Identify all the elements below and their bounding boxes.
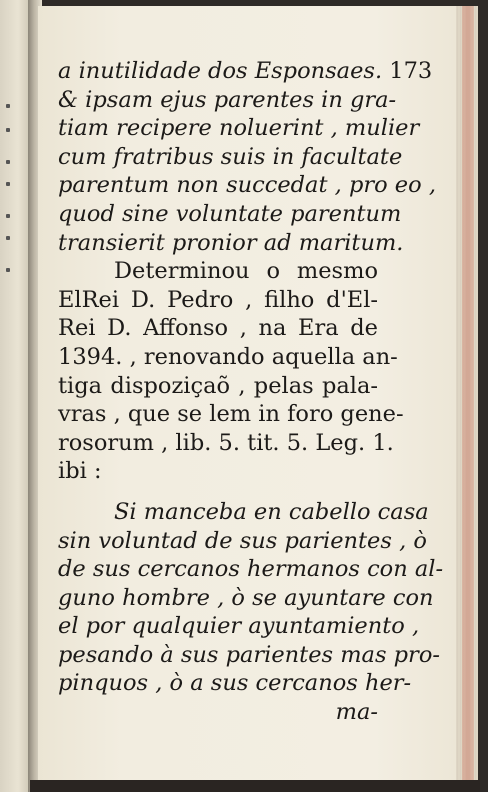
text-line: Si manceba en cabello casa <box>114 498 429 525</box>
left-page-edge <box>0 0 30 792</box>
text-line: parentum non succedat , pro eo , <box>58 172 436 199</box>
text-line: 1394. , renovando aquella an- <box>58 343 398 370</box>
text-line: & ipsam ejus parentes in gra- <box>58 86 397 113</box>
bleed-mark <box>6 160 10 164</box>
spanish-quote <box>58 498 444 698</box>
catchword: ma- <box>335 699 378 726</box>
bleed-mark <box>6 104 10 108</box>
text-line: guno hombre , ò se ayuntare con <box>58 584 434 611</box>
bleed-mark <box>6 214 10 218</box>
text-line: rosorum , lib. 5. tit. 5. Leg. 1. <box>58 429 394 456</box>
text-line: cum fratribus suis in facultate <box>58 143 403 170</box>
bleed-mark <box>6 128 10 132</box>
bleed-mark <box>6 236 10 240</box>
text-line: ibi : <box>58 458 102 485</box>
text-line: pesando à sus parientes mas pro- <box>58 641 440 668</box>
latin-quote <box>58 86 436 258</box>
text-line: de sus cercanos hermanos con al- <box>58 556 444 583</box>
text-line: ElRei D. Pedro , filho d'El- <box>58 286 378 313</box>
paragraph <box>58 257 404 486</box>
bleed-mark <box>6 182 10 186</box>
text-line: sin voluntad de sus parientes , ò <box>58 527 427 554</box>
text-line: tiam recipere noluerint , mulier <box>58 115 420 142</box>
text-line: Determinou o mesmo <box>114 258 378 285</box>
page-text <box>58 57 444 727</box>
text-line: transierit pronior ad maritum. <box>58 229 404 256</box>
text-line: vras , que se lem in foro gene- <box>58 401 404 428</box>
text-line: el por qualquier ayuntamiento , <box>58 613 420 640</box>
red-page-edge <box>462 6 474 782</box>
page-number: 173 <box>389 58 433 84</box>
text-line: quod sine voluntate parentum <box>58 200 402 227</box>
text-line: pinquos , ò a sus cercanos her- <box>58 670 412 697</box>
running-title: a inutilidade dos Esponsaes. <box>58 58 383 84</box>
bottom-shadow <box>30 780 480 792</box>
bleed-mark <box>6 268 10 272</box>
text-line: Rei D. Affonso , na Era de <box>58 315 378 342</box>
text-line: tiga dispoziçaõ , pelas pala- <box>58 372 378 399</box>
running-header <box>58 57 433 86</box>
